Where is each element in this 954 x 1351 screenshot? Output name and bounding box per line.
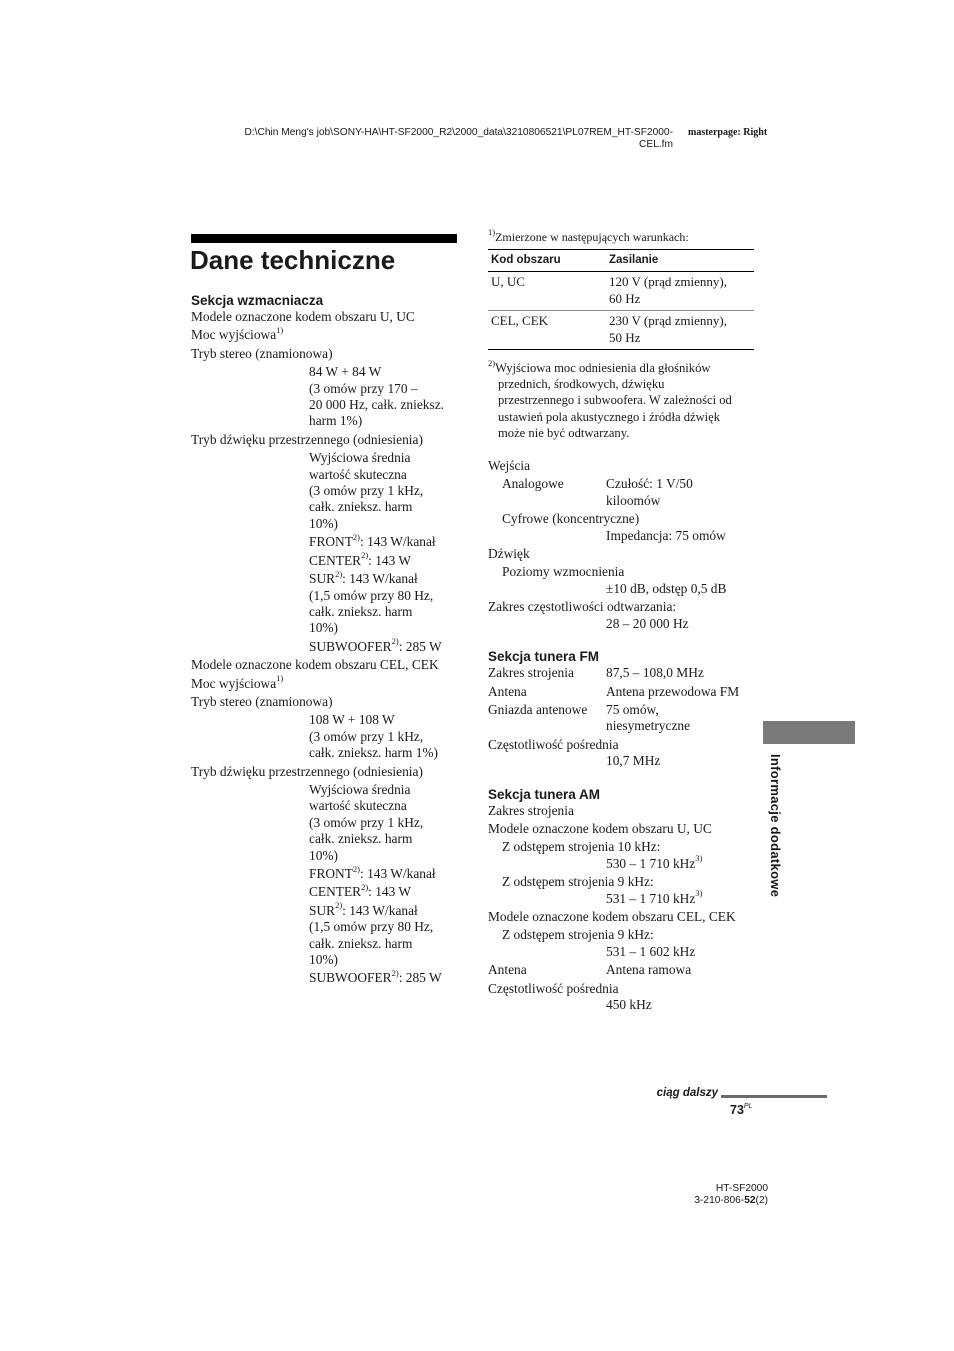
am-if-value: 450 kHz (606, 997, 652, 1013)
side-tab-marker (763, 721, 855, 744)
file-path-header (193, 127, 673, 151)
region-cel-cek: Modele oznaczone kodem obszaru CEL, CEK (191, 657, 439, 673)
fm-if-label: Częstotliwość pośrednia (488, 736, 619, 752)
gain-label: Poziomy wzmocnienia (502, 564, 625, 580)
continued-label: ciąg dalszy (656, 1087, 718, 1099)
gain-value: ±10 dB, odstęp 0,5 dB (606, 580, 727, 596)
fm-jack: Gniazda antenowe 75 omów, niesymetryczne (488, 701, 691, 734)
am-cel-step9-label: Z odstępem strojenia 9 kHz: (502, 927, 654, 943)
section-heading-amplifier: Sekcja wzmacniacza (191, 293, 324, 308)
surround-mode-label: Tryb dźwięku przestrzennego (odniesienia) (191, 431, 423, 447)
right-column (488, 227, 760, 1013)
am-if-label: Częstotliwość pośrednia (488, 980, 619, 996)
am-step9-label: Z odstępem strojenia 9 kHz: (502, 874, 654, 890)
model-code: HT-SF2000 3-210-806-52(2) (694, 1183, 768, 1206)
fm-if-value: 10,7 MHz (606, 753, 661, 769)
am-step10-value: 530 – 1 710 kHz$^{3)}$ (606, 853, 703, 871)
freq-value: 28 – 20 000 Hz (606, 615, 689, 631)
masterpage-label: masterpage: Right (688, 127, 768, 138)
table-header-code: Kod obszaru (491, 254, 561, 266)
table-header-power: Zasilanie (609, 254, 659, 266)
region-u-uc: Modele oznaczone kodem obszaru U, UC (191, 309, 415, 324)
am-cel-step9-value: 531 – 1 602 kHz (606, 943, 696, 959)
inputs-label: Wejścia (488, 458, 531, 474)
digital-input-value: Impedancja: 75 omów (606, 527, 726, 543)
am-region-cel-cek: Modele oznaczone kodem obszaru CEL, CEK (488, 908, 736, 924)
freq-label: Zakres częstotliwości odtwarzania: (488, 599, 677, 615)
stereo-mode-label-cel: Tryb stereo (znamionowa) (191, 693, 333, 709)
am-region-u-uc: Modele oznaczone kodem obszaru U, UC (488, 820, 712, 836)
am-range-label: Zakres strojenia (488, 802, 574, 818)
table-row: U, UC 120 V (prąd zmienny), 60 Hz (488, 272, 754, 311)
fm-antenna: Antena Antena przewodowa FM (488, 683, 740, 699)
page-title: Dane techniczne (190, 245, 396, 275)
table-row: CEL, CEK 230 V (prąd zmienny), 50 Hz (488, 311, 754, 350)
output-power-label: Moc wyjściowa$^{1)}$ (191, 324, 284, 343)
fm-range: Zakres strojenia 87,5 – 108,0 MHz (488, 665, 704, 681)
am-step9-value: 531 – 1 710 kHz$^{3)}$ (606, 888, 703, 906)
stereo-mode-label: Tryb stereo (znamionowa) (191, 345, 333, 361)
file-path-line-2: CEL.fm (639, 139, 673, 150)
file-path-line-1: D:\Chin Meng's job\SONY-HA\HT-SF2000_R2\2000_data\3210806521\PL07REM_HT-SF2000- (244, 127, 673, 138)
surround-values-u: Wyjściowa średnia wartość skuteczna (3 omów przy 1 kHz, całk. znieksz. harm 10%) FRONT$^{2)}$: 143 W/kanał CENTER$^{2)}$: 143 W SUR$^{2)}$: 143 W/kanał (1,5 omów przy 80 Hz, całk. znieksz. harm 10%) SUBWOOFER$^{2)}$: 285 W (309, 450, 442, 654)
footnote-2: $^{2)}$Wyjściowa moc odniesienia dla głośników przednich, środkowych, dźwięku przestrzennego i subwoofera. W zależności od ustawień pola akustycznego i źródła dźwięk może nie być odtwarzany. (488, 357, 732, 440)
surround-values-cel: Wyjściowa średnia wartość skuteczna (3 omów przy 1 kHz, całk. znieksz. harm 10%) FRONT$^{2)}$: 143 W/kanał CENTER$^{2)}$: 143 W SUR$^{2)}$: 143 W/kanał (1,5 omów przy 80 Hz, całk. znieksz. harm 10%) SUBWOOFER$^{2)}$: 285 W (309, 781, 442, 986)
page-number: $73^{PL}$ (730, 1102, 753, 1117)
continued-rule (721, 1095, 827, 1098)
am-step10-label: Z odstępem strojenia 10 kHz: (502, 839, 661, 855)
left-column (191, 293, 466, 987)
title-rule (191, 234, 457, 243)
surround-mode-label-cel: Tryb dźwięku przestrzennego (odniesienia) (191, 763, 423, 779)
footnote-1: $^{1)}$Zmierzone w następujących warunkach: (488, 227, 689, 244)
table-header (488, 249, 754, 272)
digital-input-label: Cyfrowe (koncentryczne) (502, 511, 640, 527)
side-tab-label: Informacje dodatkowe (768, 754, 783, 898)
sound-label: Dźwięk (488, 546, 530, 562)
output-power-label-cel: Moc wyjściowa$^{1)}$ (191, 673, 284, 691)
stereo-values-cel: 108 W + 108 W (3 omów przy 1 kHz, całk. znieksz. harm 1%) (309, 712, 439, 761)
section-heading-am: Sekcja tunera AM (488, 786, 601, 802)
analog-input: Analogowe Czułość: 1 V/50 kiloomów (502, 476, 693, 508)
section-heading-fm: Sekcja tunera FM (488, 649, 600, 665)
stereo-values-u: 84 W + 84 W (3 omów przy 170 – 20 000 Hz, całk. znieksz. harm 1%) (309, 364, 444, 429)
am-antenna: Antena Antena ramowa (488, 962, 692, 978)
power-table (488, 249, 754, 350)
